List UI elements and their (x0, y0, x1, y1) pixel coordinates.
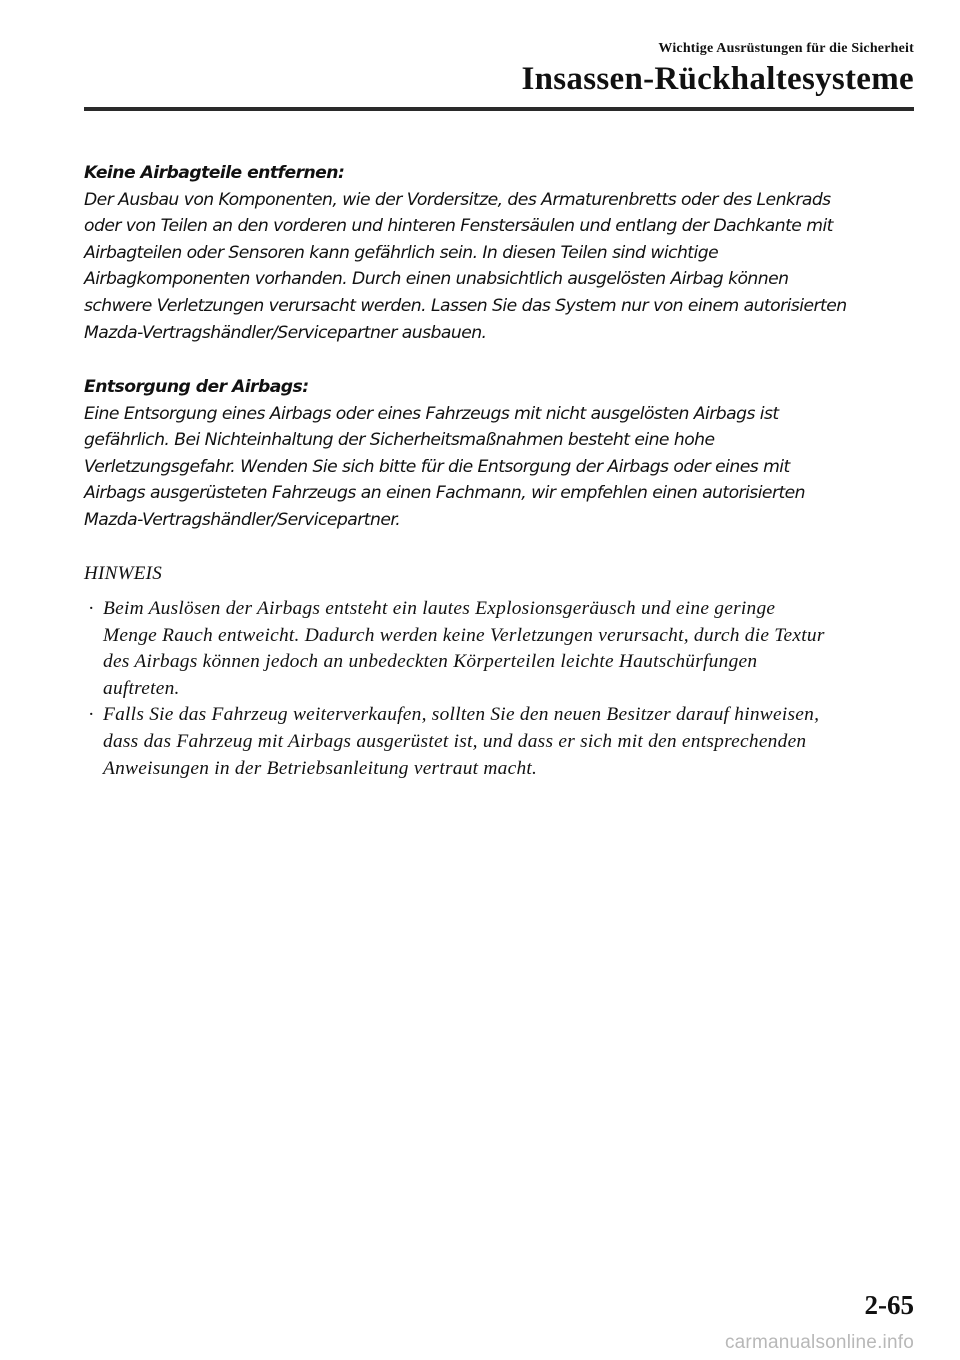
list-item (84, 702, 924, 782)
warning-text: Der Ausbau von Komponenten, wie der Vordersitze, des Armaturenbretts oder des Lenkrads oder von Teilen an den vorderen und hinteren Fenstersäulen und entlang der Dachkante mit Airbagteilen oder Sensoren kann gefährlich sein. In diesen Teilen sind wichtige Airbagkomponenten vorhanden. Durch einen unabsichtlich ausgelösten Airbag können schwere Verletzungen verursacht werden. Lassen Sie das System nur von einem autorisierten Mazda-Vertragshändler/Servicepartner ausbauen. (84, 189, 847, 343)
bullet-icon: · (88, 704, 95, 726)
warning-text: Eine Entsorgung eines Airbags oder eines Fahrzeugs mit nicht ausgelösten Airbags ist gefährlich. Bei Nichteinhaltung der Sicherheitsmaßnahmen besteht eine hohe Verletzungsgefahr. Wenden Sie sich bitte für die Entsorgung der Airbags oder eines mit Airbags ausgerüsteten Fahrzeugs an einen Fachmann, wir empfehlen einen autorisierten Mazda-Vertragshändler/Servicepartner. (84, 403, 806, 530)
warning-title: Entsorgung der Airbags: (84, 377, 309, 397)
section-name: Wichtige Ausrüstungen für die Sicherheit (658, 41, 914, 56)
warning-block-airbag-disposal (84, 374, 924, 534)
warning-title: Keine Airbagteile entfernen: (84, 163, 345, 183)
note-list (84, 596, 924, 782)
warning-block-airbag-removal (84, 160, 924, 346)
watermark: carmanualsonline.info (724, 1332, 914, 1353)
page-number: 2-65 (864, 1290, 914, 1320)
list-item (84, 596, 924, 702)
header-divider (84, 107, 914, 111)
note-text: Falls Sie das Fahrzeug weiterverkaufen, sollten Sie den neuen Besitzer darauf hinweisen, dass das Fahrzeug mit Airbags ausgerüstet ist, und dass er sich mit den entsprechenden Anweisungen in der Betriebsanleitung vertraut macht. (103, 704, 820, 779)
page-header (521, 40, 914, 98)
page-title: Insassen-Rückhaltesysteme (521, 61, 914, 97)
note-text: Beim Auslösen der Airbags entsteht ein lautes Explosionsgeräusch und eine geringe Menge Rauch entweicht. Dadurch werden keine Verletzungen verursacht, durch die Textur des Airbags können jedoch an unbedeckten Körperteilen leichte Hautschürfungen auftreten. (103, 598, 825, 699)
note-label: HINWEIS (84, 563, 163, 584)
bullet-icon: · (88, 598, 95, 619)
